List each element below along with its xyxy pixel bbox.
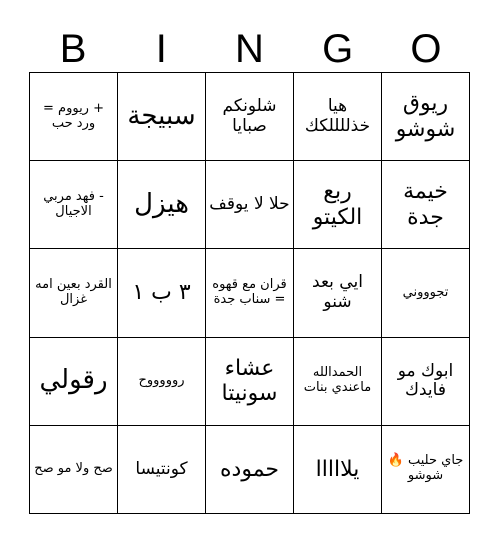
bingo-cell[interactable]: خيمة جدة — [382, 161, 470, 249]
bingo-cell[interactable]: يلااااا — [294, 426, 382, 514]
header-letter-n: N — [235, 27, 264, 71]
bingo-cell[interactable]: حلا لا يوقف — [206, 161, 294, 249]
bingo-cell[interactable]: رقولي — [30, 338, 118, 426]
bingo-cell[interactable]: + ريووم = ورد حب — [30, 73, 118, 161]
bingo-cell[interactable]: الحمدالله ماعندي بنات — [294, 338, 382, 426]
bingo-cell[interactable]: ٣ ب ١ — [118, 249, 206, 337]
bingo-grid — [29, 72, 470, 514]
bingo-cell[interactable]: كونتيسا — [118, 426, 206, 514]
bingo-cell[interactable]: هيا خذللللكك — [294, 73, 382, 161]
bingo-cell[interactable]: القرد بعين امه غزال — [30, 249, 118, 337]
bingo-cell[interactable]: ريوق شوشو — [382, 73, 470, 161]
bingo-cell[interactable]: هيزل — [118, 161, 206, 249]
header-letter-b: B — [59, 27, 87, 71]
bingo-cell[interactable]: ايي بعد شنو — [294, 249, 382, 337]
bingo-cell[interactable]: حموده — [206, 426, 294, 514]
header-letter-o: O — [410, 27, 442, 71]
bingo-cell[interactable]: - فهد مربي الاجيال — [30, 161, 118, 249]
header-letter-i: I — [155, 27, 167, 71]
bingo-cell[interactable]: ابوك مو فايدك — [382, 338, 470, 426]
header-letter-g: G — [322, 27, 354, 71]
bingo-cell[interactable]: شلونكم صبايا — [206, 73, 294, 161]
bingo-cell[interactable]: صح ولا مو صح — [30, 426, 118, 514]
bingo-cell[interactable]: جاي حليب 🔥شوشو — [382, 426, 470, 514]
bingo-cell[interactable]: عشاء سونيتا — [206, 338, 294, 426]
bingo-header — [29, 26, 470, 72]
bingo-cell[interactable]: ربع الكيتو — [294, 161, 382, 249]
bingo-cell[interactable]: تجوووني — [382, 249, 470, 337]
bingo-cell[interactable]: قران مع قهوه = سناب جدة — [206, 249, 294, 337]
bingo-cell[interactable]: روووووح — [118, 338, 206, 426]
bingo-cell[interactable]: سبيجة — [118, 73, 206, 161]
